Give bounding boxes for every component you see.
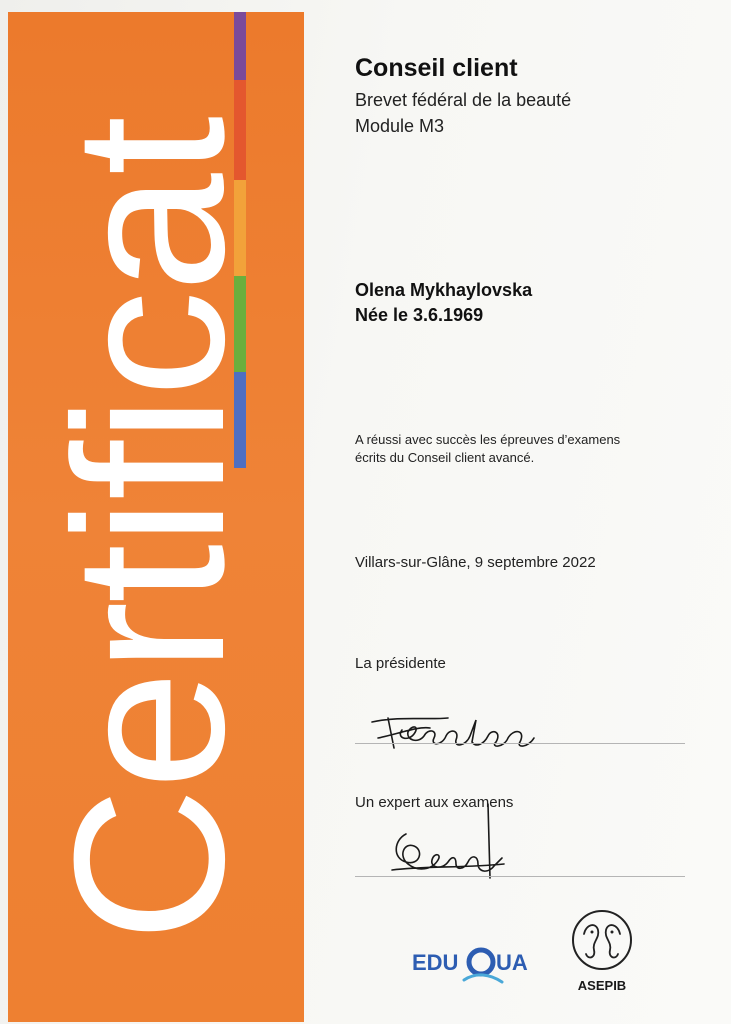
- expert-signature: [384, 800, 514, 884]
- course-module: Module M3: [355, 116, 445, 136]
- holder-name: Olena Mykhaylovska: [355, 280, 533, 300]
- president-signature: [368, 708, 548, 758]
- president-label: La présidente: [355, 655, 446, 672]
- expert-label: Un expert aux examens: [355, 794, 514, 811]
- course-title: Conseil client: [355, 54, 518, 82]
- statement-line-2: écrits du Conseil client avancé.: [355, 450, 535, 465]
- eduqua-logo: [412, 942, 542, 992]
- svg-text:ASEPIB: ASEPIB: [577, 978, 627, 993]
- president-signature-line: [355, 743, 685, 744]
- statement-line-1: A réussi avec succès les épreuves d’examens: [355, 432, 621, 447]
- course-subtitle: Brevet fédéral de la beauté: [355, 90, 572, 110]
- expert-signature-line: [355, 876, 685, 877]
- asepib-logo: [570, 908, 634, 1000]
- color-stripe-purple: [234, 12, 246, 80]
- certificate-vertical-title: Certificat: [30, 117, 269, 943]
- holder-birth-date: Née le 3.6.1969: [355, 305, 484, 325]
- place-and-date: Villars-sur-Glâne, 9 septembre 2022: [355, 554, 596, 571]
- svg-text:EDU: EDU: [412, 950, 459, 975]
- svg-text:UA: UA: [496, 950, 528, 975]
